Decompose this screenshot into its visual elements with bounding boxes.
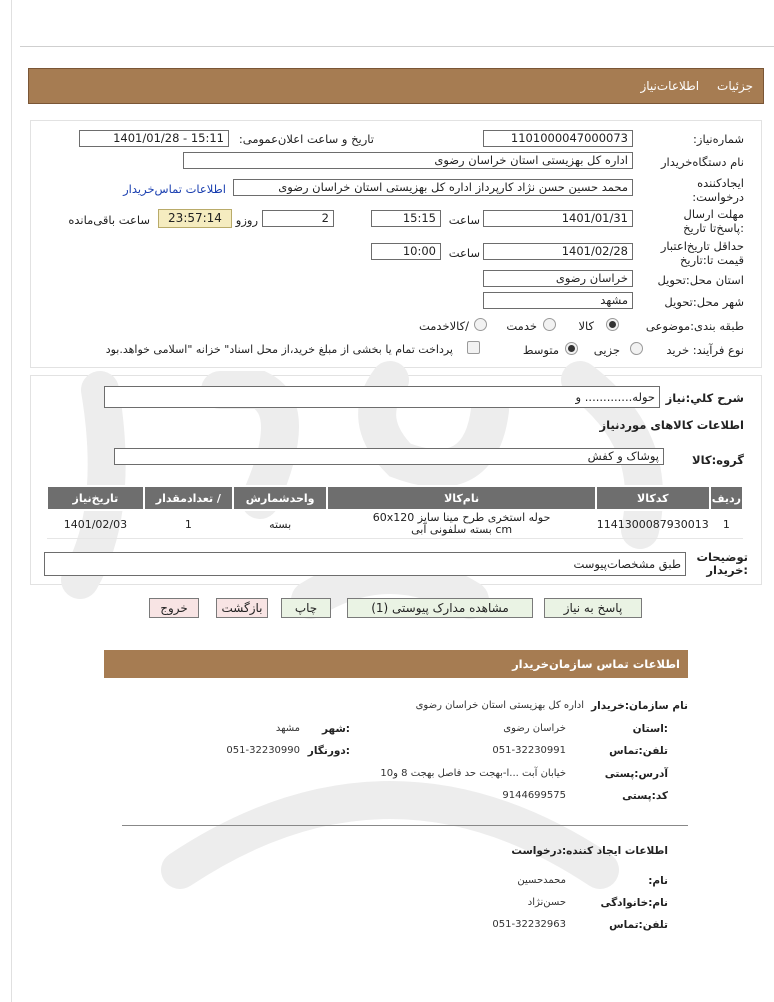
tab-need-info[interactable]: اطلاعات‌نیاز: [640, 79, 700, 93]
reply-button[interactable]: پاسخ به نیاز: [544, 598, 642, 618]
validity-time-field[interactable]: 10:00: [371, 243, 441, 260]
notes-label: توضیحات :خریدار: [696, 550, 748, 577]
province-label: استان محل:تحویل: [657, 273, 744, 287]
category-label: طبقه بندی:موضوعی: [645, 319, 744, 333]
buyer-label: نام دستگاه‌خریدار: [660, 155, 744, 169]
col-name: نام‌کالا: [327, 486, 595, 510]
process-partial-radio[interactable]: [630, 342, 643, 355]
summary-label: شرح کلي:نیاز: [665, 391, 744, 405]
category-service-radio[interactable]: [543, 318, 556, 331]
days-label: روزو: [235, 213, 258, 227]
creator-phone-value: 051-32232963: [492, 919, 566, 930]
address-value: خیابان آبت ...ا-بهجت حد فاصل بهجت 8 و10: [380, 768, 566, 779]
creator-field[interactable]: محمد حسین حسن نژاد کارپرداز اداره کل بهزیستی استان خراسان رضوی: [233, 179, 633, 196]
cell-name-line2: cm بسته سلفونی آبی: [411, 523, 513, 537]
payment-checkbox[interactable]: [467, 341, 480, 354]
print-button[interactable]: چاپ: [281, 598, 331, 618]
category-service-text: خدمت: [506, 319, 537, 333]
category-goods-service-text: /کالاخدمت: [418, 319, 469, 333]
postal-label: کد:پستی: [622, 790, 668, 802]
creator-family-value: حسن‌نژاد: [527, 897, 566, 908]
org-value: اداره کل بهزیستی استان خراسان رضوی: [415, 700, 584, 711]
category-goods-radio[interactable]: [606, 318, 619, 331]
postal-value: 9144699575: [502, 790, 566, 801]
announce-field[interactable]: 1401/01/28 - 15:11: [79, 130, 229, 147]
deadline-date-field[interactable]: 1401/01/31: [483, 210, 633, 227]
province-field[interactable]: خراسان رضوی: [483, 270, 633, 287]
validity-date-field[interactable]: 1401/02/28: [483, 243, 633, 260]
deadline-label: مهلت ارسال :پاسخ‌تا تاریخ: [683, 207, 744, 235]
notes-field[interactable]: طبق مشخصات‌پیوست: [44, 552, 686, 576]
contact-section-header: اطلاعات تماس سازمان‌خریدار: [104, 650, 688, 678]
announce-label: تاریخ و ساعت اعلان‌عمومی:: [238, 132, 374, 146]
creator-name-label: نام:: [648, 875, 668, 887]
col-date: تاریخ‌نیاز: [47, 486, 144, 510]
payment-text: پرداخت تمام یا بخشی از مبلغ خرید،از محل اسناد" خزانه "اسلامی خواهد.بود: [105, 343, 453, 356]
validity-label: حداقل تاریخ‌اعتبار قیمت تا:تاریخ: [660, 239, 744, 267]
phone-label: تلفن:تماس: [609, 745, 668, 757]
creator-family-label: نام:خانوادگی: [600, 897, 668, 909]
remaining-label: ساعت باقی‌مانده: [68, 213, 150, 227]
view-docs-button[interactable]: مشاهده مدارک پیوستی (1): [347, 598, 533, 618]
tab-details[interactable]: جزئیات: [717, 79, 753, 93]
cell-code: 1141300087930013: [596, 510, 710, 538]
fax-label: :دورنگار: [307, 745, 350, 757]
goods-table: [46, 485, 744, 539]
header-bar: [28, 68, 764, 104]
contact-province-label: :استان: [632, 723, 668, 735]
group-field[interactable]: پوشاک و کفش: [114, 448, 664, 465]
left-border-line: [11, 0, 12, 1002]
creator-label: ایجادکننده درخواست:: [692, 176, 744, 204]
deadline-time-field[interactable]: 15:15: [371, 210, 441, 227]
deadline-time-label: ساعت: [448, 213, 480, 227]
goods-info-title: اطلاعات کالاهای موردنیاز: [599, 418, 744, 432]
cell-name: [327, 510, 595, 538]
days-field[interactable]: 2: [262, 210, 334, 227]
cell-row: 1: [710, 510, 743, 538]
buyer-contact-link[interactable]: اطلاعات تماس‌خریدار: [123, 182, 226, 196]
cell-date: 1401/02/03: [47, 510, 144, 538]
need-number-label: شماره‌نیاز:: [693, 132, 744, 146]
process-label: نوع فرآیند: خرید: [666, 343, 744, 357]
exit-button[interactable]: خروج: [149, 598, 199, 618]
process-medium-radio[interactable]: [565, 342, 578, 355]
summary-field[interactable]: حوله............. و: [104, 386, 660, 408]
cell-qty: 1: [144, 510, 233, 538]
contact-province-value: خراسان رضوی: [503, 723, 566, 734]
col-code: کدکالا: [596, 486, 710, 510]
city-label: شهر محل:تحویل: [664, 295, 744, 309]
contact-city-value: مشهد: [275, 723, 300, 734]
validity-time-label: ساعت: [448, 246, 480, 260]
phone-value: 051-32230991: [492, 745, 566, 756]
col-qty: / تعدادمقدار: [144, 486, 233, 510]
address-label: آدرس:پستی: [604, 768, 668, 780]
city-field[interactable]: مشهد: [483, 292, 633, 309]
remaining-timer: 23:57:14: [158, 209, 232, 228]
top-divider: [20, 46, 774, 47]
cell-unit: بسته: [233, 510, 327, 538]
process-partial-text: جزیی: [593, 343, 620, 357]
group-label: گروه:کالا: [692, 453, 744, 467]
contact-city-label: :شهر: [322, 723, 350, 735]
need-number-field[interactable]: 1101000047000073: [483, 130, 633, 147]
creator-info-title: اطلاعات ایجاد کننده:درخواست: [511, 845, 668, 857]
creator-phone-label: تلفن:تماس: [609, 919, 668, 931]
col-row: ردیف: [710, 486, 743, 510]
process-medium-text: متوسط: [522, 343, 559, 357]
table-row: [47, 510, 743, 538]
contact-divider: [122, 825, 688, 826]
org-label: نام سازمان:خریدار: [591, 700, 688, 712]
category-goods-service-radio[interactable]: [474, 318, 487, 331]
col-unit: واحدشمارش: [233, 486, 327, 510]
table-header-row: [47, 486, 743, 510]
back-button[interactable]: بازگشت: [216, 598, 268, 618]
fax-value: 051-32230990: [226, 745, 300, 756]
category-goods-text: کالا: [578, 319, 594, 333]
cell-name-line1: حوله استخری طرح مینا سایز 60x120: [372, 511, 551, 525]
buyer-field[interactable]: اداره کل بهزیستی استان خراسان رضوی: [183, 152, 633, 169]
creator-name-value: محمدحسین: [517, 875, 566, 886]
